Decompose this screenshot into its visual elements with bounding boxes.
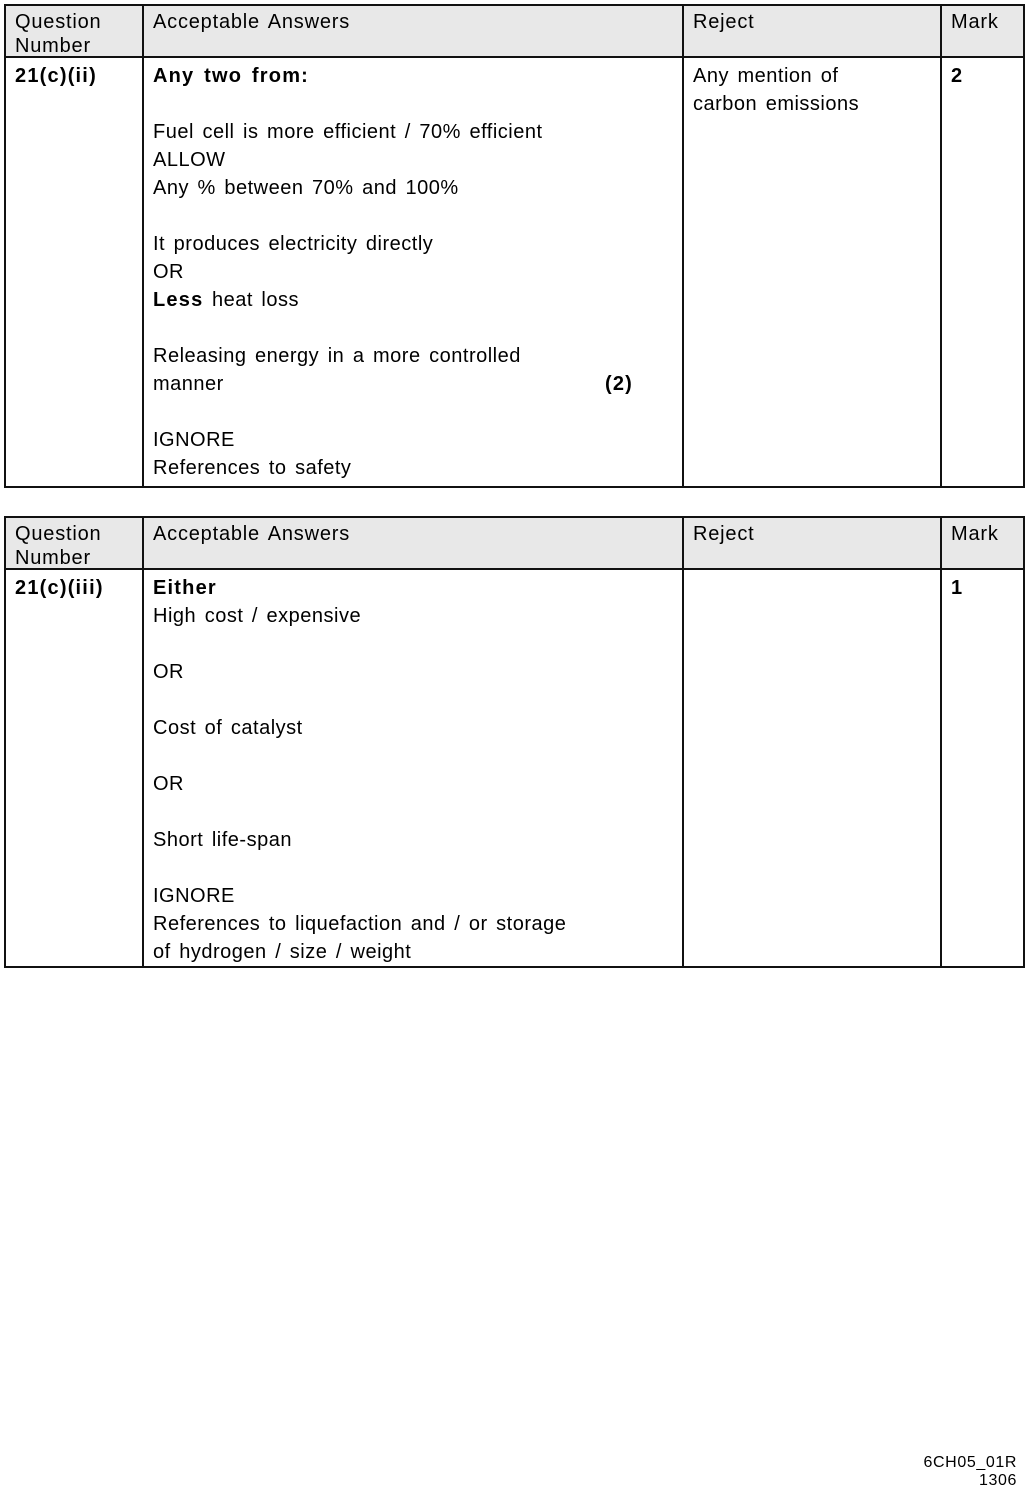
acceptable-answers-cell <box>144 570 684 966</box>
table-header-row <box>6 518 1023 570</box>
header-cell-question-number: Question Number <box>6 518 144 570</box>
acceptable-answers-cell <box>144 58 684 486</box>
text-line: Fuel cell is more efficient / 70% efficient <box>153 121 543 143</box>
reject-cell <box>684 570 942 966</box>
paper-code: 6CH05_01R <box>923 1454 1017 1471</box>
mark-cell: 1 <box>951 577 964 599</box>
table-row <box>6 58 1023 486</box>
reject-cell <box>684 58 942 486</box>
page-footer <box>924 1454 1017 1490</box>
text-line: References to safety <box>153 457 352 479</box>
text-line <box>153 686 674 714</box>
text-line: High cost / expensive <box>153 605 362 627</box>
text-line: Cost of catalyst <box>153 717 303 739</box>
text-line <box>153 742 674 770</box>
text-line <box>153 398 674 426</box>
table-row <box>6 570 1023 966</box>
text-line: manner (2) <box>153 373 633 395</box>
text-line <box>153 854 674 882</box>
header-cell-acceptable-answers: Acceptable Answers <box>144 518 684 570</box>
text-line: OR <box>153 773 184 795</box>
page-code: 1306 <box>979 1472 1017 1489</box>
header-cell-acceptable-answers: Acceptable Answers <box>144 6 684 58</box>
text-line: It produces electricity directly <box>153 233 434 255</box>
question-number-cell: 21(c)(iii) <box>6 570 144 966</box>
mark-scheme-table-21ciii <box>4 516 1025 968</box>
text-line: OR <box>153 261 184 283</box>
table-header-row <box>6 6 1023 58</box>
text-line: References to liquefaction and / or storage <box>153 913 567 935</box>
text-line: Short life-span <box>153 829 292 851</box>
text-line <box>153 90 674 118</box>
mark-cell: 2 <box>951 65 964 87</box>
mark-scheme-table-21cii <box>4 4 1025 488</box>
text-line: Any mention of <box>693 65 839 87</box>
header-cell-mark: Mark <box>942 6 1023 58</box>
text-line <box>153 630 674 658</box>
header-cell-question-number: Question Number <box>6 6 144 58</box>
text-line: Any two from: <box>153 65 310 87</box>
header-cell-reject: Reject <box>684 6 942 58</box>
text-line: Any % between 70% and 100% <box>153 177 459 199</box>
text-line: Either <box>153 577 217 599</box>
question-number-cell: 21(c)(ii) <box>6 58 144 486</box>
text-line: Releasing energy in a more controlled <box>153 345 521 367</box>
text-line: IGNORE <box>153 429 235 451</box>
text-line <box>153 314 674 342</box>
text-line: OR <box>153 661 184 683</box>
text-line: of hydrogen / size / weight <box>153 941 412 963</box>
text-line: Less heat loss <box>153 289 299 311</box>
text-line: carbon emissions <box>693 93 860 115</box>
text-line <box>153 798 674 826</box>
header-cell-mark: Mark <box>942 518 1023 570</box>
text-line: IGNORE <box>153 885 235 907</box>
header-cell-reject: Reject <box>684 518 942 570</box>
text-line: ALLOW <box>153 149 226 171</box>
text-line <box>153 202 674 230</box>
